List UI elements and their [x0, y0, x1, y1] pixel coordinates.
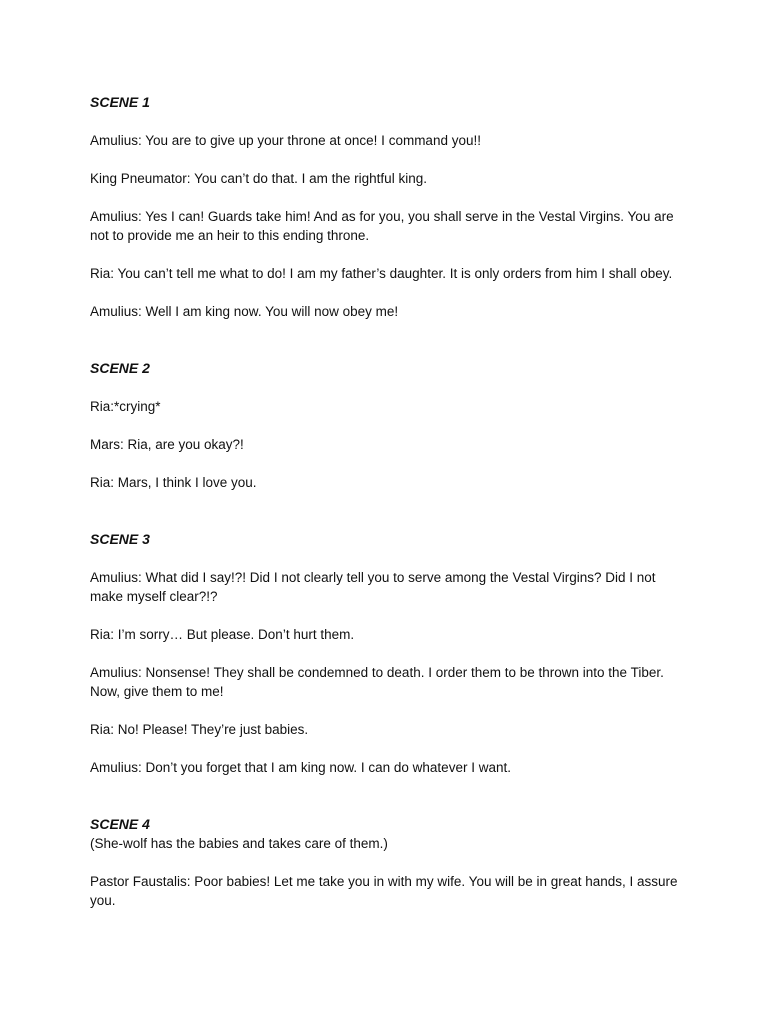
- scene-1: [90, 93, 690, 321]
- dialogue-line: Ria:*crying*: [90, 399, 161, 414]
- scene-title: SCENE 4: [90, 816, 150, 832]
- scene-4: [90, 815, 690, 910]
- dialogue-line: Amulius: What did I say!?! Did I not clearly tell you to serve among the Vestal Virgins? Did I not make myself clear?!?: [90, 570, 656, 604]
- dialogue-line: Amulius: Nonsense! They shall be condemned to death. I order them to be thrown into the Tiber. Now, give them to me!: [90, 665, 664, 699]
- scene-title: SCENE 2: [90, 360, 150, 376]
- scene-spacer: [90, 796, 690, 815]
- dialogue-line: Mars: Ria, are you okay?!: [90, 437, 244, 452]
- scene-2: [90, 359, 690, 492]
- dialogue-line: Amulius: Well I am king now. You will now obey me!: [90, 304, 399, 319]
- scene-spacer: [90, 340, 690, 359]
- dialogue-line: King Pneumator: You can’t do that. I am the rightful king.: [90, 171, 427, 186]
- stage-direction: (She-wolf has the babies and takes care of them.): [90, 836, 388, 851]
- dialogue-line: Amulius: Don’t you forget that I am king now. I can do whatever I want.: [90, 760, 511, 775]
- dialogue-line: Pastor Faustalis: Poor babies! Let me take you in with my wife. You will be in great hands, I assure you.: [90, 874, 678, 908]
- scene-title: SCENE 1: [90, 94, 150, 110]
- script-page: [90, 93, 690, 929]
- scene-spacer: [90, 511, 690, 530]
- dialogue-line: Amulius: Yes I can! Guards take him! And as for you, you shall serve in the Vestal Virgins. You are not to provide me an heir to this ending throne.: [90, 209, 674, 243]
- scene-3: [90, 530, 690, 777]
- dialogue-line: Ria: Mars, I think I love you.: [90, 475, 257, 490]
- dialogue-line: Ria: I’m sorry… But please. Don’t hurt them.: [90, 627, 355, 642]
- dialogue-line: Amulius: You are to give up your throne at once! I command you!!: [90, 133, 481, 148]
- dialogue-line: Ria: You can’t tell me what to do! I am my father’s daughter. It is only orders from him I shall obey.: [90, 266, 673, 281]
- scene-title: SCENE 3: [90, 531, 150, 547]
- dialogue-line: Ria: No! Please! They’re just babies.: [90, 722, 309, 737]
